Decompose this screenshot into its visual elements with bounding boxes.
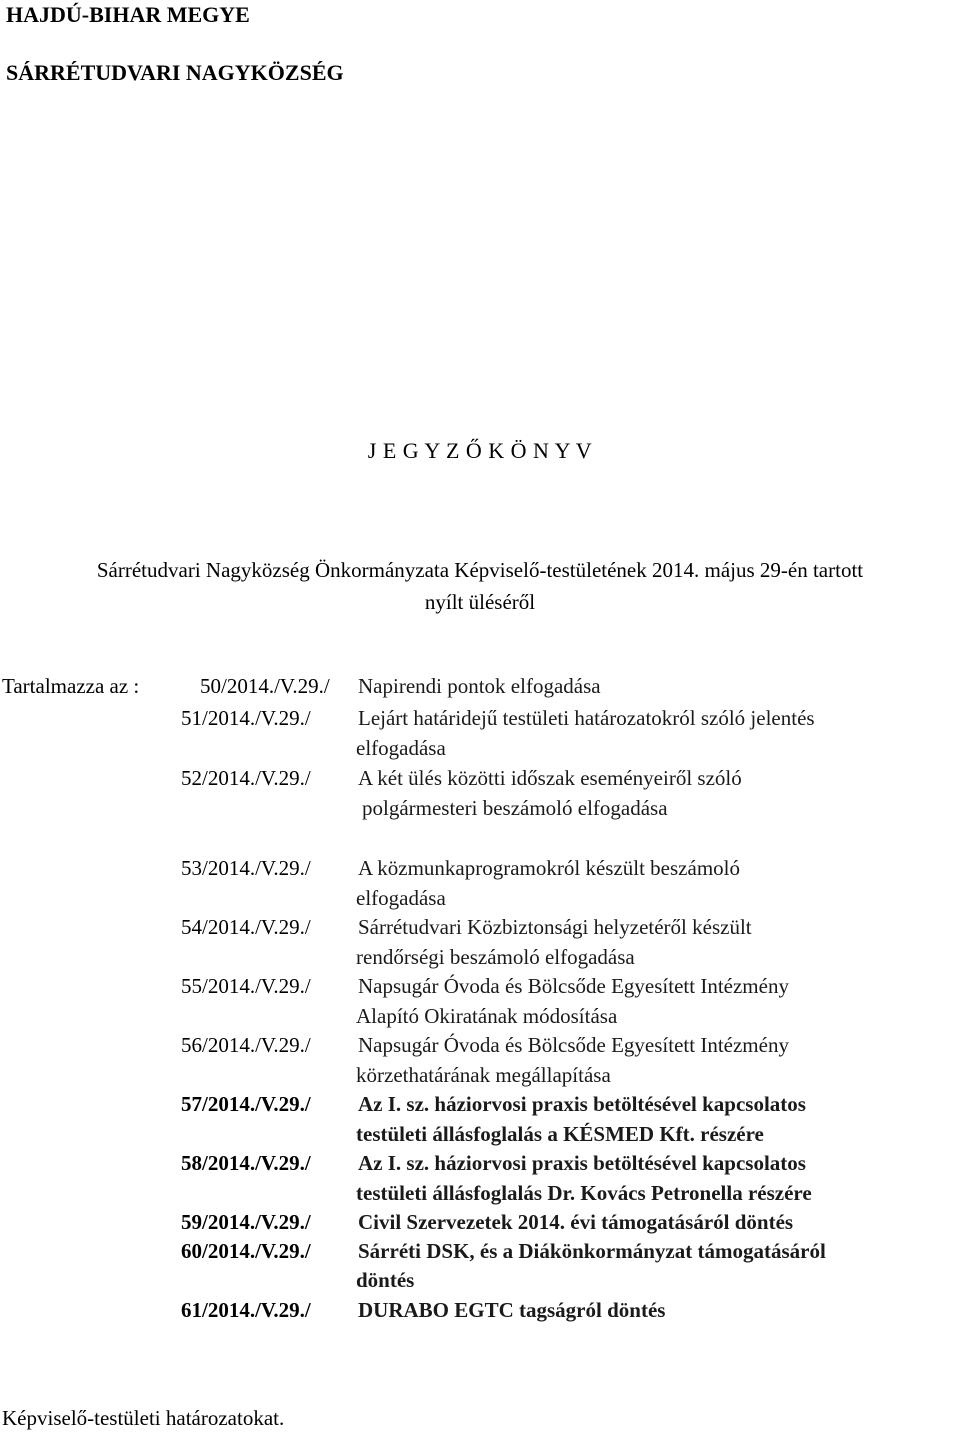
resolution-number: 53/2014./V.29./	[181, 856, 311, 880]
resolution-title: Napsugár Óvoda és Bölcsőde Egyesített Intézmény	[358, 1033, 789, 1057]
resolution-title: Napsugár Óvoda és Bölcsőde Egyesített Intézmény	[358, 974, 789, 998]
document-title: J E G Y Z Ő K Ö N Y V	[367, 438, 593, 463]
resolution-number: 58/2014./V.29./	[181, 1151, 311, 1175]
resolution-title-continued: Alapító Okiratának módosítása	[356, 1004, 618, 1028]
document-subtitle-line-1: Sárrétudvari Nagyközség Önkormányzata Képviselő-testületének 2014. május 29-én tartott	[96, 558, 864, 582]
resolution-title-continued: rendőrségi beszámoló elfogadása	[356, 945, 635, 969]
resolution-number: 57/2014./V.29./	[181, 1092, 311, 1116]
resolution-number: 61/2014./V.29./	[181, 1298, 311, 1322]
resolution-number: 50/2014./V.29./	[200, 674, 330, 698]
resolution-number: 60/2014./V.29./	[181, 1239, 311, 1263]
footer-text: Képviselő-testületi határozatokat.	[2, 1406, 285, 1430]
resolution-title-continued: körzethatárának megállapítása	[356, 1063, 611, 1087]
resolution-number: 54/2014./V.29./	[181, 915, 311, 939]
resolution-number: 52/2014./V.29./	[181, 766, 311, 790]
resolution-title: Sárrétudvari Közbiztonsági helyzetéről készült	[358, 915, 752, 939]
resolution-title: Civil Szervezetek 2014. évi támogatásáról döntés	[358, 1210, 794, 1234]
resolution-number: 51/2014./V.29./	[181, 706, 311, 730]
resolution-title-continued: elfogadása	[356, 736, 446, 760]
county-heading: HAJDÚ-BIHAR MEGYE	[6, 2, 250, 27]
resolution-number: 55/2014./V.29./	[181, 974, 311, 998]
resolution-title-continued: testületi állásfoglalás Dr. Kovács Petronella részére	[356, 1181, 812, 1205]
resolution-title: A két ülés közötti időszak eseményeiről szóló	[358, 766, 742, 790]
resolution-title-continued: elfogadása	[356, 886, 446, 910]
resolution-title-continued: döntés	[356, 1268, 415, 1292]
resolution-title-continued: polgármesteri beszámoló elfogadása	[362, 796, 668, 820]
document-subtitle-line-2: nyílt üléséről	[424, 590, 536, 614]
resolution-title: Sárréti DSK, és a Diákönkormányzat támogatásáról	[358, 1239, 826, 1263]
resolution-title: Az I. sz. háziorvosi praxis betöltésével kapcsolatos	[358, 1151, 806, 1175]
contents-label: Tartalmazza az :	[2, 674, 140, 698]
resolution-title: Lejárt határidejű testületi határozatokról szóló jelentés	[358, 706, 815, 730]
resolution-number: 56/2014./V.29./	[181, 1033, 311, 1057]
resolution-title: Napirendi pontok elfogadása	[358, 674, 601, 698]
resolution-number: 59/2014./V.29./	[181, 1210, 311, 1234]
resolution-title: Az I. sz. háziorvosi praxis betöltésével kapcsolatos	[358, 1092, 806, 1116]
village-heading: SÁRRÉTUDVARI NAGYKÖZSÉG	[6, 60, 344, 85]
resolution-title-continued: testületi állásfoglalás a KÉSMED Kft. részére	[356, 1122, 764, 1146]
resolution-title: A közmunkaprogramokról készült beszámoló	[358, 856, 740, 880]
resolution-title: DURABO EGTC tagságról döntés	[358, 1298, 666, 1322]
